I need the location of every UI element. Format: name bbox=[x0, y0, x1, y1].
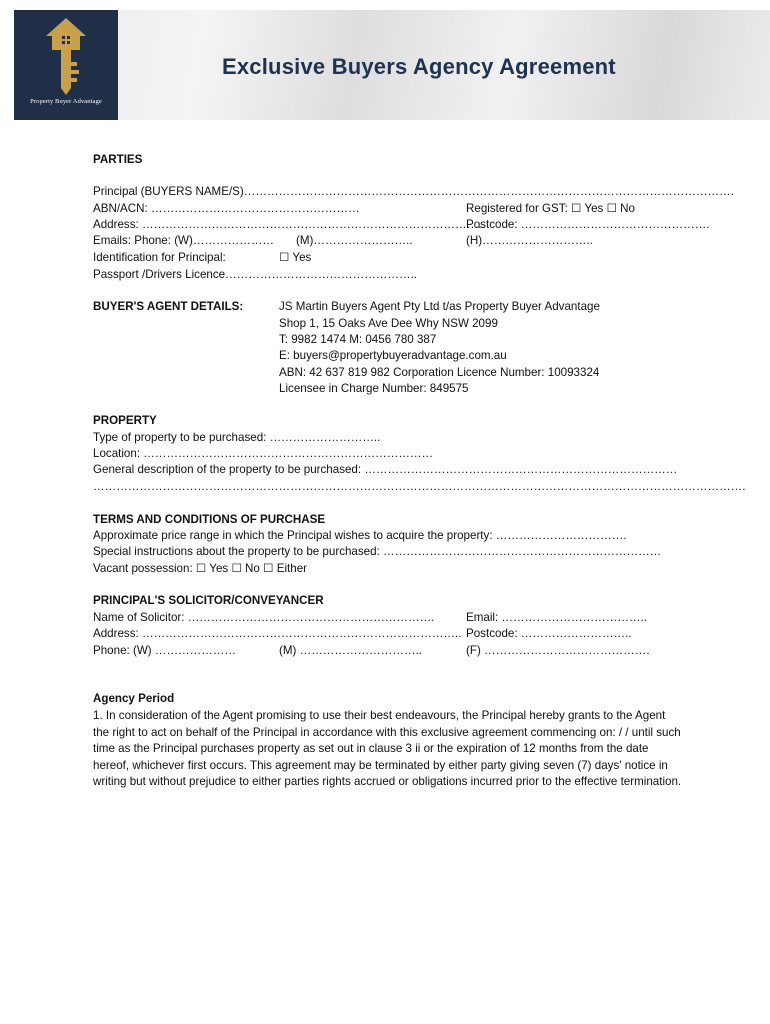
special-instructions-field[interactable]: Special instructions about the property to be purchased: ……………………………………………………………… bbox=[93, 545, 662, 558]
agent-line: ABN: 42 637 819 982 Corporation Licence Number: 10093324 bbox=[279, 366, 600, 379]
postcode-field[interactable]: Postcode: …………………………………………. bbox=[466, 218, 710, 231]
solicitor-heading: PRINCIPAL'S SOLICITOR/CONVEYANCER bbox=[93, 594, 324, 607]
agent-heading: BUYER'S AGENT DETAILS: bbox=[93, 300, 244, 313]
identification-label: Identification for Principal: bbox=[93, 251, 226, 264]
passport-field[interactable]: Passport /Drivers Licence………………………………………….. bbox=[93, 268, 418, 281]
identification-yes-checkbox[interactable]: ☐ Yes bbox=[279, 251, 312, 264]
abn-field[interactable]: ABN/ACN: ……………………………………………… bbox=[93, 202, 360, 215]
agent-line: Shop 1, 15 Oaks Ave Dee Why NSW 2099 bbox=[279, 317, 498, 330]
description-field[interactable]: General description of the property to be purchased: ……………………………………………………………………… bbox=[93, 463, 678, 476]
agency-period-heading: Agency Period bbox=[93, 692, 175, 705]
solicitor-name-field[interactable]: Name of Solicitor: ………………………………………………………. bbox=[93, 611, 435, 624]
agent-line: Licensee in Charge Number: 849575 bbox=[279, 382, 469, 395]
phone-home-field[interactable]: (H)……………………….. bbox=[466, 234, 593, 247]
terms-heading: TERMS AND CONDITIONS OF PURCHASE bbox=[93, 513, 326, 526]
parties-heading: PARTIES bbox=[93, 153, 143, 166]
company-logo bbox=[14, 10, 118, 120]
solicitor-address-field[interactable]: Address: ……………………………………………………………………….. bbox=[93, 627, 462, 640]
solicitor-phone-mobile-field[interactable]: (M) ………………………….. bbox=[279, 644, 422, 657]
price-range-field[interactable]: Approximate price range in which the Principal wishes to acquire the property: ……………………………. bbox=[93, 529, 627, 542]
phone-mobile-field[interactable]: (M)…………………….. bbox=[296, 234, 413, 247]
address-field[interactable]: Address: …………………………………………………………………………….. bbox=[93, 218, 485, 231]
location-field[interactable]: Location: ………………………………………………………………… bbox=[93, 447, 434, 460]
agent-line: T: 9982 1474 M: 0456 780 387 bbox=[279, 333, 437, 346]
principal-field[interactable]: Principal (BUYERS NAME/S)………………………………………………………………………………………………………………. bbox=[93, 185, 734, 198]
property-heading: PROPERTY bbox=[93, 414, 157, 427]
solicitor-email-field[interactable]: Email: ……………………………….. bbox=[466, 611, 647, 624]
header-banner bbox=[14, 10, 770, 120]
agency-period-clause: 1. In consideration of the Agent promising to use their best endeavours, the Principal hereby grants to the Agent the right to act on behalf of the Principal in accordance with this exclusive agreement commencing on: / / until such time as the Principal purchases property as set out in clause 3 ii or the expiration of 12 months from the date hereof, whichever first occurs. This agreement may be terminated by either party giving seven (7) days' notice in writing but without prejudice to either parties rights accrued or obligations incurred prior to the effective termination. bbox=[93, 709, 682, 788]
gst-checkboxes[interactable]: Registered for GST: ☐ Yes ☐ No bbox=[466, 202, 636, 215]
document-title: Exclusive Buyers Agency Agreement bbox=[222, 54, 616, 79]
solicitor-postcode-field[interactable]: Postcode: ……………………….. bbox=[466, 627, 632, 640]
phone-work-field[interactable]: Emails: Phone: (W)………………… bbox=[93, 234, 275, 247]
agent-line: JS Martin Buyers Agent Pty Ltd t/as Property Buyer Advantage bbox=[279, 300, 600, 313]
property-type-field[interactable]: Type of property to be purchased: ……………………….. bbox=[93, 431, 381, 444]
vacant-possession-checkboxes[interactable]: Vacant possession: ☐ Yes ☐ No ☐ Either bbox=[93, 562, 307, 575]
solicitor-fax-field[interactable]: (F) ……………………………………. bbox=[466, 644, 650, 657]
agent-line: E: buyers@propertybuyeradvantage.com.au bbox=[279, 349, 507, 362]
description-continuation[interactable]: ……………………………………………………………………………………………………………………………………………………. bbox=[93, 480, 746, 493]
house-key-icon bbox=[44, 16, 88, 96]
logo-text: Property Buyer Advantage bbox=[30, 98, 102, 105]
solicitor-phone-work-field[interactable]: Phone: (W) ………………… bbox=[93, 644, 237, 657]
